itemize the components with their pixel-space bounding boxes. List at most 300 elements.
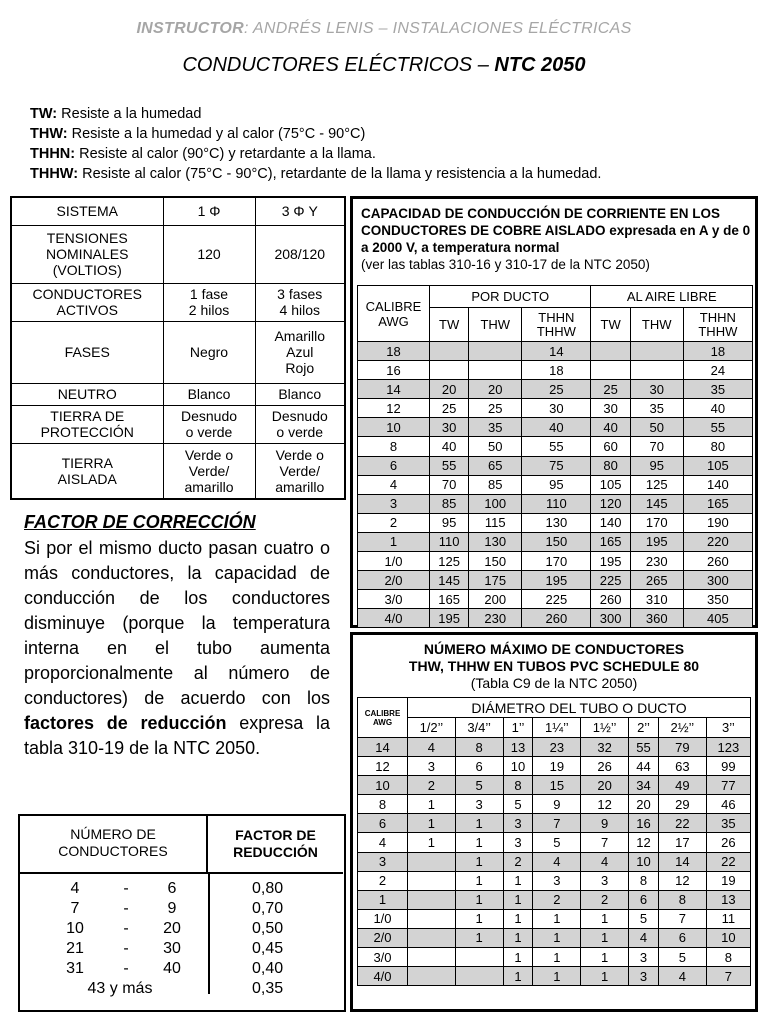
ampacity-cell: 310: [630, 590, 683, 609]
tubo-table-box: [350, 632, 758, 1012]
calibre-cell: 3/0: [358, 590, 430, 609]
max-conductors-cell: 3: [503, 814, 533, 833]
calibre-cell: 3/0: [358, 948, 408, 967]
ampacity-cell: 170: [522, 552, 591, 571]
definition-desc: Resiste a la humedad y al calor (75°C - 90°C): [67, 126, 366, 142]
ampacity-cell: 265: [630, 571, 683, 590]
max-conductors-cell: 1: [455, 833, 503, 852]
max-conductors-cell: 7: [658, 909, 706, 928]
max-conductors-cell: 19: [706, 871, 750, 890]
range-start: 31: [66, 960, 84, 977]
range-dash: -: [123, 880, 129, 897]
tubo-row: [358, 871, 751, 890]
max-conductors-cell: 2: [408, 776, 456, 795]
range-dash: -: [123, 920, 129, 937]
ampacity-cell: 14: [522, 342, 591, 361]
max-conductors-cell: 7: [706, 967, 750, 986]
range-end: 20: [163, 920, 181, 937]
diametro-header: DIÁMETRO DEL TUBO O DUCTO: [408, 698, 751, 718]
max-conductors-cell: 7: [533, 814, 581, 833]
aire-libre-header: AL AIRE LIBRE: [591, 286, 753, 308]
corriente-row: [358, 494, 753, 513]
ampacity-cell: 18: [683, 342, 752, 361]
max-conductors-cell: 1: [455, 871, 503, 890]
factor-text-bold: factores de reducción: [24, 713, 227, 733]
max-conductors-cell: 16: [628, 814, 658, 833]
max-conductors-cell: 1: [503, 967, 533, 986]
max-conductors-cell: 1: [503, 928, 533, 947]
max-conductors-cell: 5: [503, 795, 533, 814]
tubo-row: [358, 776, 751, 795]
sistema-header-row: [11, 197, 345, 225]
max-conductors-cell: 1: [581, 967, 629, 986]
corriente-subtitle: (ver las tablas 310-16 y 310-17 de la NTC 2050): [361, 257, 650, 272]
ampacity-cell: 230: [469, 609, 522, 628]
corriente-row: [358, 532, 753, 551]
sistema-table-body: [11, 197, 345, 499]
max-conductors-cell: 77: [706, 776, 750, 795]
max-conductors-cell: 1: [408, 833, 456, 852]
ampacity-cell: 225: [522, 590, 591, 609]
max-conductors-cell: 20: [581, 776, 629, 795]
tubo-title-text: NÚMERO MÁXIMO DE CONDUCTORES THW, THHW EN TUBOS PVC SCHEDULE 80: [408, 641, 700, 674]
max-conductors-cell: 29: [658, 795, 706, 814]
title-ntc: NTC 2050: [494, 54, 586, 76]
max-conductors-cell: 12: [658, 871, 706, 890]
calibre-cell: 1: [358, 532, 430, 551]
max-conductors-cell: 1: [408, 814, 456, 833]
max-conductors-cell: 1: [503, 909, 533, 928]
max-conductors-cell: 1: [533, 967, 581, 986]
diameter-col-header: 3/4’’: [455, 718, 503, 738]
ampacity-cell: 190: [683, 513, 752, 532]
max-conductors-cell: 4: [581, 852, 629, 871]
tubo-table: [357, 697, 751, 986]
max-conductors-cell: 22: [706, 852, 750, 871]
corriente-row: [358, 380, 753, 399]
max-conductors-cell: 1: [455, 890, 503, 909]
ampacity-cell: 25: [591, 380, 630, 399]
definition-code: THHN:: [30, 146, 76, 162]
calibre-cell: 3: [358, 852, 408, 871]
factor-value: 0,50: [252, 920, 284, 937]
ampacity-cell: 125: [630, 475, 683, 494]
definition-code: THW:: [30, 126, 68, 142]
factor-value: 0,40: [252, 960, 284, 977]
tubo-subtitle: (Tabla C9 de la NTC 2050): [470, 675, 638, 691]
max-conductors-cell: 1: [455, 909, 503, 928]
max-conductors-cell: 4: [658, 967, 706, 986]
max-conductors-cell: [408, 928, 456, 947]
factor-text-a: Si por el mismo ducto pasan cuatro o más conductores, la capacidad de conducción de los conductores disminuye (porque la temperatura interna en el tubo aumenta proporcionalmente al número de conductores) de acuerdo con los: [24, 538, 330, 708]
ampacity-cell: 25: [522, 380, 591, 399]
max-conductors-cell: 3: [628, 967, 658, 986]
sistema-table: [10, 196, 346, 500]
max-conductors-cell: 3: [503, 833, 533, 852]
reduccion-row: [20, 940, 343, 960]
max-conductors-cell: 2: [581, 890, 629, 909]
ampacity-cell: 70: [630, 437, 683, 456]
ampacity-cell: 20: [430, 380, 469, 399]
ampacity-cell: 150: [469, 552, 522, 571]
max-conductors-cell: 3: [628, 948, 658, 967]
corriente-col-header: THHN THHW: [683, 308, 752, 342]
corriente-col-header: THHN THHW: [522, 308, 591, 342]
ampacity-cell: 100: [469, 494, 522, 513]
ampacity-cell: 75: [522, 456, 591, 475]
max-conductors-cell: [408, 890, 456, 909]
corriente-row: [358, 475, 753, 494]
ampacity-cell: 195: [430, 609, 469, 628]
corriente-header-row: [358, 286, 753, 308]
corriente-row: [358, 361, 753, 380]
factor-value: 0,80: [252, 880, 284, 897]
ampacity-cell: 18: [522, 361, 591, 380]
tubo-table-body: [358, 738, 751, 986]
max-conductors-cell: 20: [628, 795, 658, 814]
ampacity-cell: 165: [683, 494, 752, 513]
sistema-label-header: SISTEMA: [11, 197, 163, 225]
ampacity-cell: 405: [683, 609, 752, 628]
ampacity-cell: 105: [683, 456, 752, 475]
tubo-row: [358, 890, 751, 909]
max-conductors-cell: 1: [533, 909, 581, 928]
tubo-table-head: [358, 698, 751, 738]
range-start: 4: [70, 880, 80, 897]
factor-value: 0,45: [252, 940, 284, 957]
factor-value: 0,35: [252, 980, 284, 997]
tubo-row: [358, 757, 751, 776]
ampacity-cell: 165: [430, 590, 469, 609]
calibre-cell: 1/0: [358, 552, 430, 571]
max-conductors-cell: 79: [658, 738, 706, 757]
range-dash: -: [123, 940, 129, 957]
ampacity-cell: 150: [522, 532, 591, 551]
ampacity-cell: 85: [430, 494, 469, 513]
max-conductors-cell: 11: [706, 909, 750, 928]
corriente-row: [358, 399, 753, 418]
definitions-list: [30, 104, 760, 184]
calibre-cell: 4: [358, 475, 430, 494]
corriente-row: [358, 609, 753, 628]
ampacity-cell: [430, 342, 469, 361]
instructor-line: [0, 20, 768, 38]
calibre-cell: 2: [358, 871, 408, 890]
max-conductors-cell: 5: [533, 833, 581, 852]
calibre-cell: 3: [358, 494, 430, 513]
ampacity-cell: 40: [430, 437, 469, 456]
max-conductors-cell: 12: [581, 795, 629, 814]
ampacity-cell: 300: [591, 609, 630, 628]
ampacity-cell: 50: [469, 437, 522, 456]
max-conductors-cell: 1: [503, 948, 533, 967]
max-conductors-cell: 46: [706, 795, 750, 814]
ampacity-cell: 125: [430, 552, 469, 571]
ampacity-cell: [469, 342, 522, 361]
max-conductors-cell: 34: [628, 776, 658, 795]
max-conductors-cell: 3: [581, 871, 629, 890]
sistema-value-1f: 1 fase 2 hilos: [163, 283, 255, 321]
calibre-cell: 18: [358, 342, 430, 361]
ampacity-cell: 55: [522, 437, 591, 456]
ampacity-cell: 110: [522, 494, 591, 513]
sistema-row: [11, 225, 345, 283]
max-conductors-cell: 10: [503, 757, 533, 776]
tubo-row: [358, 795, 751, 814]
ampacity-cell: 200: [469, 590, 522, 609]
corriente-table-body: [358, 342, 753, 628]
corriente-row: [358, 590, 753, 609]
range-dash: -: [123, 960, 129, 977]
max-conductors-cell: 3: [533, 871, 581, 890]
sistema-value-3f: Blanco: [255, 383, 345, 405]
ampacity-cell: 195: [591, 552, 630, 571]
sistema-row-label: CONDUCTORES ACTIVOS: [11, 283, 163, 321]
max-conductors-cell: 13: [503, 738, 533, 757]
factor-paragraph: [24, 536, 330, 761]
reduccion-row: [20, 900, 343, 920]
corriente-row: [358, 418, 753, 437]
calibre-cell: 6: [358, 456, 430, 475]
corriente-row: [358, 571, 753, 590]
max-conductors-cell: [455, 948, 503, 967]
max-conductors-cell: [408, 852, 456, 871]
ampacity-cell: 40: [591, 418, 630, 437]
ampacity-cell: [630, 342, 683, 361]
ampacity-cell: 40: [683, 399, 752, 418]
ampacity-cell: [469, 361, 522, 380]
sistema-row-label: TIERRA AISLADA: [11, 443, 163, 499]
max-conductors-cell: 26: [581, 757, 629, 776]
sistema-row: [11, 405, 345, 443]
calibre-cell: 1/0: [358, 909, 408, 928]
factor-reduccion-header: FACTOR DE REDUCCIÓN: [208, 816, 343, 874]
max-conductors-cell: 8: [706, 948, 750, 967]
sistema-value-1f: Desnudo o verde: [163, 405, 255, 443]
max-conductors-cell: 99: [706, 757, 750, 776]
ampacity-cell: 70: [430, 475, 469, 494]
max-conductors-cell: 5: [455, 776, 503, 795]
max-conductors-cell: 9: [581, 814, 629, 833]
max-conductors-cell: 1: [581, 948, 629, 967]
calibre-header: CALIBRE AWG: [358, 286, 430, 342]
calibre-cell: 14: [358, 738, 408, 757]
tubo-row: [358, 928, 751, 947]
sistema-value-3f: 208/120: [255, 225, 345, 283]
max-conductors-cell: 9: [533, 795, 581, 814]
max-conductors-cell: 32: [581, 738, 629, 757]
corriente-title-text: CAPACIDAD DE CONDUCCIÓN DE CORRIENTE EN LOS CONDUCTORES DE COBRE AISLADO expresada en A y de 0 a 2000 V, a temperatura normal: [361, 206, 751, 255]
ampacity-cell: 350: [683, 590, 752, 609]
ampacity-cell: 80: [683, 437, 752, 456]
title-main: CONDUCTORES ELÉCTRICOS –: [182, 54, 495, 76]
corriente-table-box: [350, 196, 758, 628]
num-conductores-header: NÚMERO DE CONDUCTORES: [20, 816, 208, 874]
definition-item: [30, 124, 760, 144]
max-conductors-cell: 1: [533, 928, 581, 947]
corriente-col-header: THW: [469, 308, 522, 342]
max-conductors-cell: 19: [533, 757, 581, 776]
range-dash: -: [123, 900, 129, 917]
ampacity-cell: 230: [630, 552, 683, 571]
ampacity-cell: 110: [430, 532, 469, 551]
ampacity-cell: 85: [469, 475, 522, 494]
sistema-row-label: TIERRA DE PROTECCIÓN: [11, 405, 163, 443]
tubo-calibre-header: CALIBRE AWG: [358, 698, 408, 738]
max-conductors-cell: 4: [408, 738, 456, 757]
max-conductors-cell: 12: [628, 833, 658, 852]
reduccion-row: [20, 920, 343, 940]
ampacity-cell: [630, 361, 683, 380]
factor-value: 0,70: [252, 900, 284, 917]
instructor-text: : ANDRÉS LENIS – INSTALACIONES ELÉCTRICAS: [244, 20, 632, 37]
max-conductors-cell: 26: [706, 833, 750, 852]
definition-desc: Resiste al calor (90°C) y retardante a la llama.: [75, 146, 376, 162]
range-start: 7: [70, 900, 80, 917]
max-conductors-cell: [408, 909, 456, 928]
document-title: [0, 54, 768, 77]
tubo-row: [358, 967, 751, 986]
corriente-col-header: THW: [630, 308, 683, 342]
calibre-cell: 10: [358, 418, 430, 437]
ampacity-cell: 30: [630, 380, 683, 399]
ampacity-cell: 130: [522, 513, 591, 532]
ampacity-cell: 195: [630, 532, 683, 551]
sistema-row-label: FASES: [11, 321, 163, 383]
sistema-row-label: TENSIONES NOMINALES (VOLTIOS): [11, 225, 163, 283]
max-conductors-cell: 1: [581, 928, 629, 947]
max-conductors-cell: 1: [408, 795, 456, 814]
ampacity-cell: [430, 361, 469, 380]
sistema-row: [11, 443, 345, 499]
diameter-col-header: 1/2’’: [408, 718, 456, 738]
max-conductors-cell: 8: [503, 776, 533, 795]
max-conductors-cell: 7: [581, 833, 629, 852]
max-conductors-cell: 123: [706, 738, 750, 757]
definition-item: [30, 144, 760, 164]
max-conductors-cell: 1: [503, 871, 533, 890]
tubo-row: [358, 833, 751, 852]
diameter-col-header: 2’’: [628, 718, 658, 738]
max-conductors-cell: [455, 967, 503, 986]
diameter-col-header: 3’’: [706, 718, 750, 738]
max-conductors-cell: 49: [658, 776, 706, 795]
max-conductors-cell: 23: [533, 738, 581, 757]
ampacity-cell: 30: [430, 418, 469, 437]
max-conductors-cell: 2: [503, 852, 533, 871]
reduccion-table: [18, 814, 346, 1012]
max-conductors-cell: [408, 871, 456, 890]
ampacity-cell: 130: [469, 532, 522, 551]
corriente-row: [358, 342, 753, 361]
sistema-value-1f: 120: [163, 225, 255, 283]
max-conductors-cell: 6: [658, 928, 706, 947]
ampacity-cell: 260: [591, 590, 630, 609]
instructor-label: INSTRUCTOR: [136, 20, 245, 37]
max-conductors-cell: 10: [628, 852, 658, 871]
corriente-row: [358, 456, 753, 475]
max-conductors-cell: 1: [503, 890, 533, 909]
ampacity-cell: 140: [591, 513, 630, 532]
max-conductors-cell: 5: [658, 948, 706, 967]
ampacity-cell: 170: [630, 513, 683, 532]
tubo-header-row: [358, 698, 751, 718]
definition-code: THHW:: [30, 166, 79, 182]
ampacity-cell: 40: [522, 418, 591, 437]
max-conductors-cell: 8: [628, 871, 658, 890]
corriente-row: [358, 437, 753, 456]
reduccion-row: [20, 980, 343, 1000]
max-conductors-cell: 14: [658, 852, 706, 871]
corriente-col-header: TW: [430, 308, 469, 342]
calibre-cell: 1: [358, 890, 408, 909]
sistema-value-3f: 3 fases 4 hilos: [255, 283, 345, 321]
calibre-cell: 6: [358, 814, 408, 833]
calibre-cell: 16: [358, 361, 430, 380]
ampacity-cell: 35: [630, 399, 683, 418]
range-end: 9: [167, 900, 177, 917]
sistema-value-3f: Desnudo o verde: [255, 405, 345, 443]
trifasico-header: 3 Φ Y: [255, 197, 345, 225]
ampacity-cell: 60: [591, 437, 630, 456]
ampacity-cell: [591, 342, 630, 361]
sistema-value-3f: Amarillo Azul Rojo: [255, 321, 345, 383]
ampacity-cell: 35: [683, 380, 752, 399]
ampacity-cell: 115: [469, 513, 522, 532]
max-conductors-cell: 1: [581, 909, 629, 928]
calibre-cell: 8: [358, 795, 408, 814]
sistema-row-label: NEUTRO: [11, 383, 163, 405]
tubo-row: [358, 852, 751, 871]
max-conductors-cell: 8: [658, 890, 706, 909]
max-conductors-cell: 1: [455, 814, 503, 833]
range-start: 10: [66, 920, 84, 937]
corriente-col-header: TW: [591, 308, 630, 342]
diameter-col-header: 2½’’: [658, 718, 706, 738]
ampacity-cell: 30: [591, 399, 630, 418]
max-conductors-cell: 13: [706, 890, 750, 909]
range-last: 43 y más: [87, 980, 153, 997]
max-conductors-cell: [408, 948, 456, 967]
definition-item: [30, 104, 760, 124]
max-conductors-cell: 1: [533, 948, 581, 967]
corriente-row: [358, 552, 753, 571]
corriente-title: [361, 205, 753, 273]
ampacity-cell: 95: [630, 456, 683, 475]
max-conductors-cell: 35: [706, 814, 750, 833]
max-conductors-cell: 2: [533, 890, 581, 909]
range-end: 6: [167, 880, 177, 897]
max-conductors-cell: 1: [455, 852, 503, 871]
calibre-cell: 8: [358, 437, 430, 456]
reduccion-row: [20, 880, 343, 900]
ampacity-cell: 35: [469, 418, 522, 437]
calibre-cell: 2: [358, 513, 430, 532]
range-end: 30: [163, 940, 181, 957]
max-conductors-cell: 63: [658, 757, 706, 776]
ampacity-cell: 140: [683, 475, 752, 494]
ampacity-cell: 175: [469, 571, 522, 590]
sistema-row: [11, 283, 345, 321]
max-conductors-cell: 3: [408, 757, 456, 776]
tubo-subheader-row: [358, 718, 751, 738]
corriente-row: [358, 513, 753, 532]
range-end: 40: [163, 960, 181, 977]
max-conductors-cell: 15: [533, 776, 581, 795]
definition-code: TW:: [30, 106, 58, 122]
ampacity-cell: 260: [683, 552, 752, 571]
definition-desc: Resiste al calor (75°C - 90°C), retardante de la llama y resistencia a la humedad.: [78, 166, 602, 182]
